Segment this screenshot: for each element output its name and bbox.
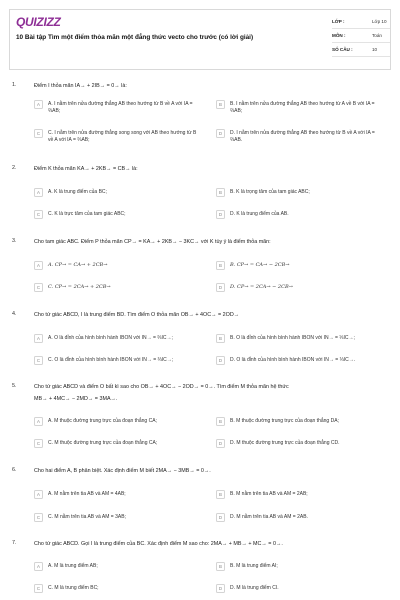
option-letter: A	[34, 490, 43, 499]
option-letter: B	[216, 490, 225, 499]
question-text: Cho tứ giác ABCD. Gọi I là trung điểm của BC. Xác định điểm M sao cho: 2MA→ + MB→ + MC→ = 0→.	[34, 541, 283, 547]
option-letter: A	[34, 562, 43, 571]
option-letter: A	[34, 334, 43, 343]
option-text: D. O là đỉnh của hình bình hành IBON với IN→ = ⅓IC→.	[230, 357, 356, 363]
option-text: B. O là đỉnh của hình bình hành IBON với IN→ = ⅓IC→;	[230, 335, 355, 341]
option-letter: D	[216, 439, 225, 448]
option-text: B. I nằm trên nửa đường thẳng AB theo hướng từ A về B với IA = ⅔AB;	[230, 101, 375, 114]
option-text: C. M thuộc đường trung trực của đoạn thẳng CA;	[48, 440, 158, 446]
question-text: Điểm K thỏa mãn KA→ + 2KB→ = CB→ là:	[34, 166, 138, 172]
option-letter: B	[216, 562, 225, 571]
question-text: Cho tam giác ABC. Điểm P thỏa mãn CP→ = KA→ + 2KB→ − 3KC→ với K tùy ý là điểm thỏa mãn:	[34, 239, 271, 245]
option-text: A. M thuộc đường trung trực của đoạn thẳng CA;	[48, 418, 157, 424]
question-number: 2.	[12, 165, 17, 171]
option-text: A. K là trung điểm của BC;	[48, 189, 107, 195]
option-letter: A	[34, 261, 43, 270]
option-letter: B	[216, 417, 225, 426]
option-letter: A	[34, 100, 43, 109]
option-text: D. M nằm trên tia AB và AM = 2AB.	[230, 514, 308, 520]
meta-row-class	[332, 15, 390, 29]
option-text: D. CP→ = 2CA→ − 2CB→	[230, 284, 293, 290]
option-letter: D	[216, 356, 225, 365]
meta-value: 10	[372, 47, 378, 52]
option-letter: B	[216, 261, 225, 270]
option-text: C. M là trung điểm BC;	[48, 585, 99, 591]
option-text: B. M thuộc đường trung trực của đoạn thẳng DA;	[230, 418, 339, 424]
option-letter: D	[216, 210, 225, 219]
option-text: B. M là trung điểm AI;	[230, 563, 278, 569]
option-text: D. I nằm trên nửa đường thẳng AB theo hướng từ B về A với IA = ⅔AB.	[230, 130, 375, 143]
question-number: 6.	[12, 467, 17, 473]
option-letter: B	[216, 188, 225, 197]
option-text: A. M là trung điểm AB;	[48, 563, 98, 569]
meta-value: Toán	[372, 33, 382, 38]
question-number: 5.	[12, 383, 17, 389]
option-letter: C	[34, 439, 43, 448]
question-number: 3.	[12, 238, 17, 244]
option-text: B. CP→ = CA→ − 2CB→	[230, 262, 290, 268]
option-letter: D	[216, 584, 225, 593]
option-text: D. M là trung điểm CI.	[230, 585, 279, 591]
option-letter: D	[216, 129, 225, 138]
option-text: A. I nằm trên nửa đường thẳng AB theo hướng từ B về A với IA = ⅔AB;	[48, 101, 193, 114]
option-text: B. M nằm trên tia AB và AM = 2AB;	[230, 491, 308, 497]
option-letter: B	[216, 100, 225, 109]
option-text: A. O là đỉnh của hình bình hành IBON với IN→ = ⅔IC→;	[48, 335, 173, 341]
option-letter: C	[34, 129, 43, 138]
option-letter: A	[34, 417, 43, 426]
option-letter: C	[34, 584, 43, 593]
question-number: 7.	[12, 540, 17, 546]
option-text: B. K là trọng tâm của tam giác ABC;	[230, 189, 310, 195]
option-letter: C	[34, 210, 43, 219]
worksheet-meta	[332, 15, 390, 57]
option-text: C. O là đỉnh của hình bình hành IBON với IN→ = ⅔IC→;	[48, 357, 174, 363]
meta-key: SỐ CÂU :	[332, 47, 353, 52]
option-text: C. M nằm trên tia AB và AM = 3AB;	[48, 514, 126, 520]
option-text: C. CP→ = 2CA→ + 2CB→	[48, 284, 111, 290]
question-number: 1.	[12, 82, 17, 88]
option-text: C. I nằm trên nửa đường thẳng song song với AB theo hướng từ B về A với IA = ⅔AB;	[48, 130, 197, 143]
question-text: Cho tứ giác ABCD, I là trung điểm BD. Tìm điểm O thỏa mãn OB→ + 4OC→ = 2OD→	[34, 312, 240, 318]
question-number: 4.	[12, 311, 17, 317]
option-letter: D	[216, 513, 225, 522]
option-letter: B	[216, 334, 225, 343]
option-letter: A	[34, 188, 43, 197]
question-text: Điểm I thỏa mãn IA→ + 2IB→ = 0→ là:	[34, 83, 127, 89]
option-text: C. K là trực tâm của tam giác ABC;	[48, 211, 126, 217]
quizizz-logo: QUIZIZZ	[16, 15, 61, 29]
option-text: A. M nằm trên tia AB và AM = 4AB;	[48, 491, 126, 497]
meta-value: Lớp 10	[372, 19, 387, 24]
option-letter: C	[34, 513, 43, 522]
worksheet-title: 10 Bài tập Tìm một điểm thỏa mãn một đẳng thức vecto cho trước (có lời giải)	[16, 34, 254, 41]
option-letter: C	[34, 283, 43, 292]
meta-row-subject	[332, 29, 390, 43]
meta-row-count	[332, 43, 390, 57]
question-text: Cho tứ giác ABCD và điểm O bất kì sao cho OB→ + 4OC→ − 2OD→ = 0→. Tìm điểm M thỏa mãn hệ thức	[34, 384, 289, 390]
option-text: D. K là trung điểm của AB.	[230, 211, 289, 217]
meta-key: MÔN :	[332, 33, 346, 38]
option-letter: D	[216, 283, 225, 292]
option-letter: C	[34, 356, 43, 365]
question-text-continued: MB→ + 4MC→ − 2MD→ = 3MA→.	[34, 396, 118, 402]
option-text: D. M thuộc đường trung trực của đoạn thẳng CD.	[230, 440, 340, 446]
meta-key: LỚP :	[332, 19, 345, 24]
question-text: Cho hai điểm A, B phân biệt. Xác định điểm M biết 2MA→ − 3MB→ = 0→.	[34, 468, 211, 474]
worksheet-header	[9, 9, 391, 70]
option-text: A. CP→ = CA→ + 2CB→	[48, 262, 108, 268]
